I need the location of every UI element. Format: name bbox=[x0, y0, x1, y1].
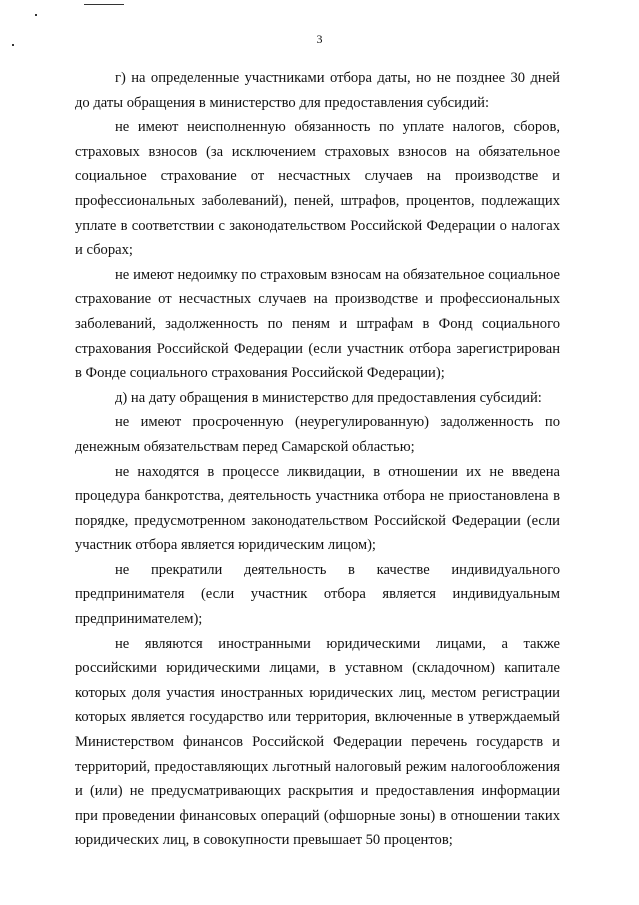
paragraph: не прекратили деятельность в качестве индивидуального предпринимателя (если участник отбора является индивидуальным предпринимателем); bbox=[75, 561, 560, 628]
paragraph: не находятся в процессе ликвидации, в отношении их не введена процедура банкротства, деятельность участника отбора не приостановлена в порядке, предусмотренном законодательством Российской Федерации (если участник отбора является юридическим лицом); bbox=[75, 463, 560, 554]
paragraph: не имеют неисполненную обязанность по уплате налогов, сборов, страховых взносов (за исключением страховых взносов на обязательное социальное страхование от несчастных случаев на производстве и профессиональных заболеваний), пеней, штрафов, процентов, подлежащих уплате в соответствии с законодательством Российской Федерации о налогах и сборах; bbox=[75, 119, 560, 259]
scan-artifact-line bbox=[84, 4, 124, 5]
paragraph: не имеют недоимку по страховым взносам на обязательное социальное страхование от несчастных случаев на производстве и профессиональных заболеваний, задолженность по пеням и штрафам в Фонд социального страхования Российской Федерации (если участник отбора зарегистрирован в Фонде социального страхования Российской Федерации); bbox=[75, 266, 560, 382]
document-body bbox=[75, 66, 560, 853]
paragraph: не имеют просроченную (неурегулированную) задолженность по денежным обязательствам перед Самарской областью; bbox=[75, 414, 560, 455]
paragraph: не являются иностранными юридическими лицами, а также российскими юридическими лицами, в уставном (складочном) капитале которых доля участия иностранных юридических лиц, местом регистрации которых является государство или территория, включенные в утверждаемый Министерством финансов Российской Федерации перечень государств и территорий, предоставляющих льготный налоговый режим налогообложения и (или) не предусматривающих раскрытия и предоставления информации при проведении финансовых операций (офшорные зоны) в отношении таких юридических лиц, в совокупности превышает 50 процентов; bbox=[75, 635, 560, 849]
paragraph: г) на определенные участниками отбора даты, но не позднее 30 дней до даты обращения в министерство для предоставления субсидий: bbox=[75, 70, 560, 111]
page-number: 3 bbox=[316, 32, 323, 46]
paragraph: д) на дату обращения в министерство для предоставления субсидий: bbox=[115, 389, 542, 406]
scan-artifact-dot bbox=[35, 14, 37, 16]
